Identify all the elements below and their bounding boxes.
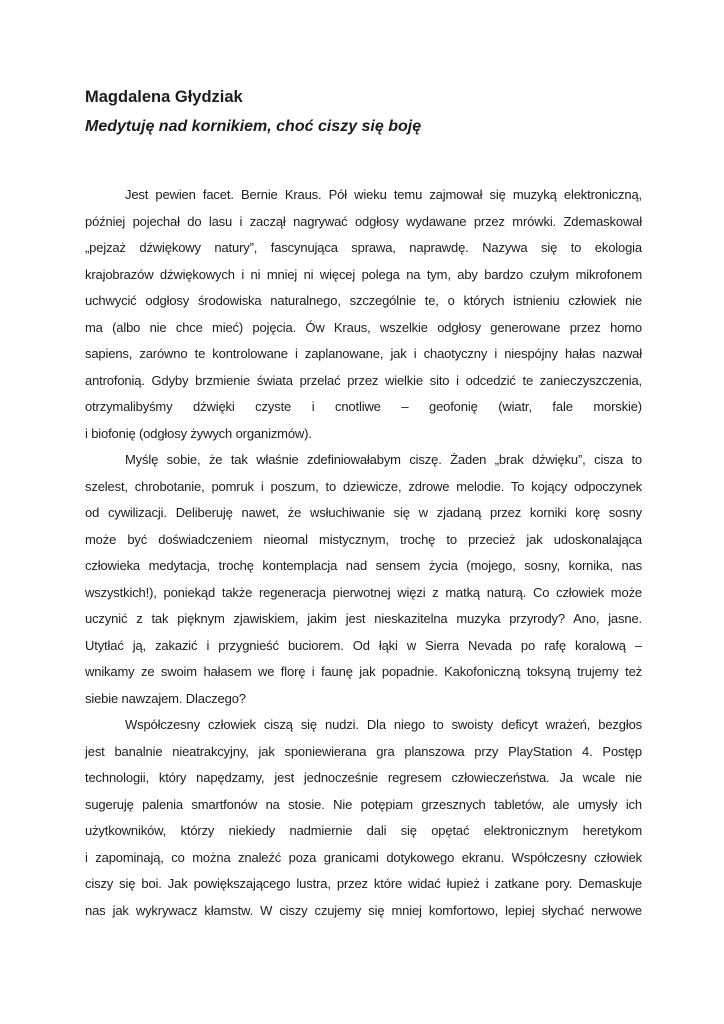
paragraph: [85, 712, 642, 924]
text-line: otrzymalibyśmy dźwięki czyste i cnotliwe – geofonię (wiatr, fale morskie): [85, 399, 642, 414]
paragraph: [85, 182, 642, 447]
text-line: antrofonią. Gdyby brzmienie świata przelać przez wielkie sito i odcedzić te zanieczyszczenia,: [85, 372, 642, 388]
text-line: może być doświadczeniem nieomal mistycznym, trochę to przecież jak udoskonalająca: [85, 531, 642, 547]
text-line: uczynić z tak pięknym zjawiskiem, jakim jest nieskazitelna muzyka przyrody? Ano, jasne.: [85, 611, 642, 626]
text-line: siebie nawzajem. Dlaczego?: [85, 690, 246, 706]
text-line: od cywilizacji. Deliberuję nawet, że wsłuchiwanie się w zjadaną przez korniki korę sosny: [85, 505, 642, 520]
text-line: wszystkich!), poniekąd także regeneracja pierwotnej więzi z matką naturą. Co człowiek może: [85, 584, 642, 600]
text-line: szelest, chrobotanie, pomruk i poszum, to dziewicze, zdrowe melodie. To kojący odpoczynek: [85, 478, 642, 494]
text-line: Jest pewien facet. Bernie Kraus. Pół wieku temu zajmował się muzyką elektroniczną,: [125, 187, 642, 202]
essay-title: Medytuję nad kornikiem, choć ciszy się boję: [85, 118, 422, 135]
text-line: nas jak wykrywacz kłamstw. W ciszy czujemy się mniej komfortowo, lepiej słychać nerwowe: [85, 902, 642, 918]
text-line: ma (albo nie chce mieć) pojęcia. Ów Kraus, wszelkie odgłosy generowane przez homo: [85, 319, 642, 335]
text-line: Myślę sobie, że tak właśnie zdefiniowałabym ciszę. Żaden „brak dźwięku”, cisza to: [125, 452, 642, 467]
text-line: uchwycić odgłosy środowiska naturalnego, szczególnie te, o których istnieniu człowiek nie: [85, 293, 642, 308]
text-line: Współczesny człowiek ciszą się nudzi. Dla niego to swoisty deficyt wrażeń, bezgłos: [125, 717, 642, 732]
text-line: „pejzaż dźwiękowy natury”, fascynująca sprawa, naprawdę. Nazywa się to ekologia: [85, 240, 642, 255]
text-line: jest banalnie nieatrakcyjny, jak sponiewierana gra planszowa przy PlayStation 4. Postęp: [85, 743, 642, 759]
text-line: człowieka medytacja, trochę kontemplacja nad sensem życia (mojego, sosny, kornika, nas: [85, 558, 642, 573]
text-line: sapiens, zarówno te kontrolowane i zaplanowane, jak i chaotyczny i niespójny hałas nazwał: [85, 346, 642, 361]
author-name: Magdalena Głydziak: [85, 88, 243, 106]
text-line: krajobrazów dźwiękowych i ni mniej ni więcej polega na tym, aby bardzo czułym mikrofonem: [85, 266, 642, 282]
text-line: Utytłać ją, zakazić i przygnieść buciorem. Od łąki w Sierra Nevada po rafę koralową –: [85, 637, 642, 653]
document-body: [85, 182, 642, 924]
text-line: i zapominają, co można znaleźć poza granicami dotykowego ekranu. Współczesny człowiek: [85, 849, 642, 865]
text-line: później pojechał do lasu i zaczął nagrywać odgłosy wydawane przez mrówki. Zdemaskował: [85, 213, 642, 229]
text-line: wnikamy ze swoim hałasem we florę i faunę jak popadnie. Kakofoniczną toksyną trujemy też: [85, 664, 642, 679]
text-line: technologii, który napędzamy, jest jednocześnie regresem człowieczeństwa. Ja wcale nie: [85, 770, 642, 785]
page-content: [85, 86, 642, 924]
text-line: sugeruję palenia smartfonów na stosie. Nie potępiam grzesznych tabletów, ale umysły ich: [85, 796, 642, 812]
paragraph: [85, 447, 642, 712]
text-line: i biofonię (odgłosy żywych organizmów).: [85, 425, 312, 441]
text-line: użytkowników, którzy niekiedy nadmiernie dali się opętać elektronicznym heretykom: [85, 823, 642, 838]
text-line: ciszy się boi. Jak powiększającego lustra, przez które widać łupież i zatkane pory. Demaskuje: [85, 876, 642, 891]
